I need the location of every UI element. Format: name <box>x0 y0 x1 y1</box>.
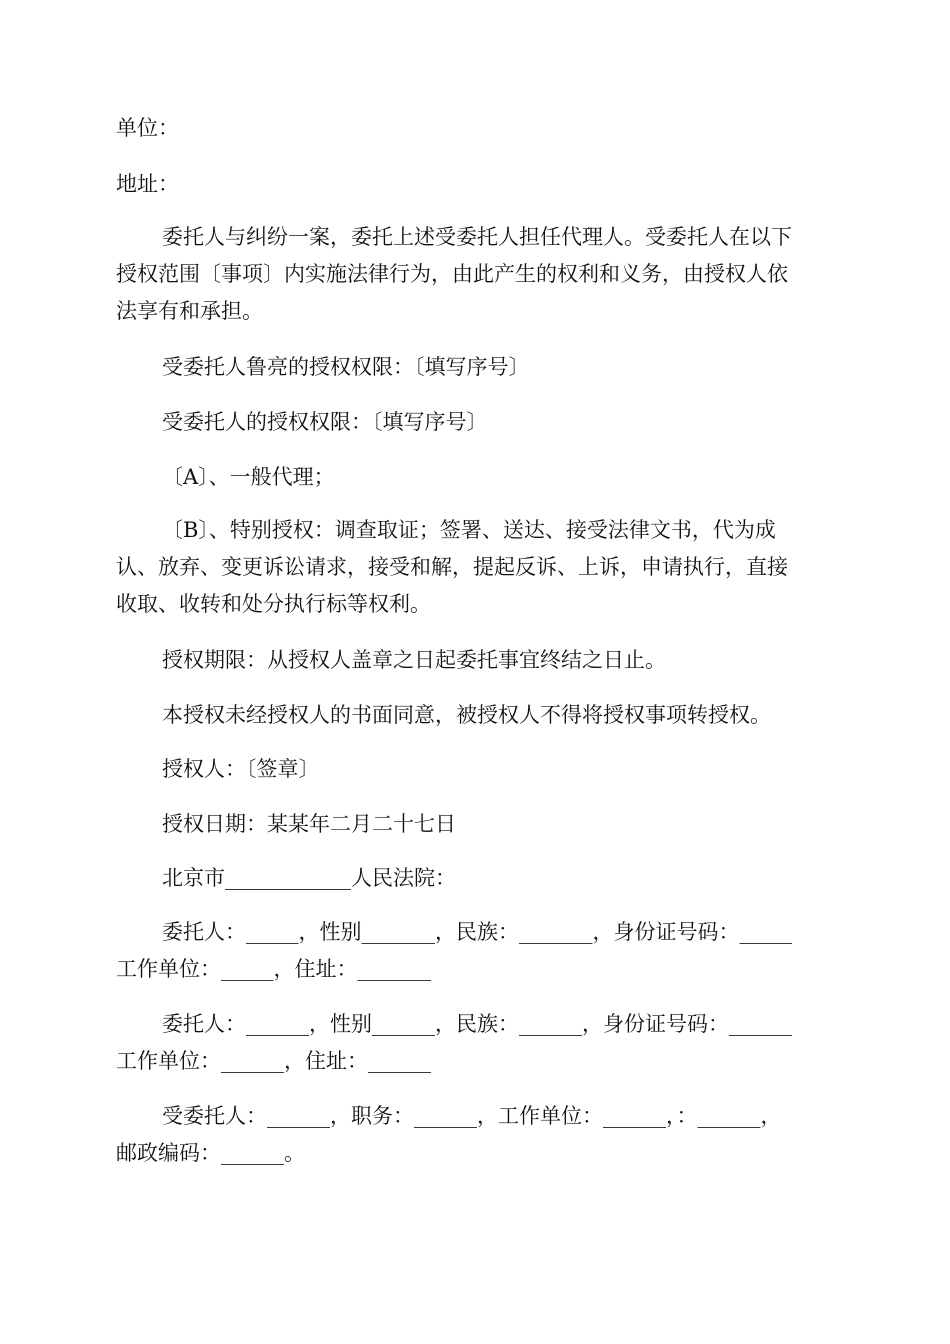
paragraph-line: 委托人与纠纷一案，委托上述受委托人担任代理人。受委托人在以下 <box>162 225 792 249</box>
option-b-line: 收取、收转和处分执行标等权利。 <box>116 592 431 616</box>
grantor-text: 授权人：〔签章〕 <box>162 757 320 781</box>
client-line: 工作单位：_____，住址：_______ <box>116 957 431 981</box>
term-text: 授权期限：从授权人盖章之日起委托事宜终结之日止。 <box>162 648 666 672</box>
scope-line-lu-liang <box>116 349 836 386</box>
paragraph-line: 法享有和承担。 <box>116 299 263 323</box>
address-text: 地址： <box>116 172 179 196</box>
unit-line <box>116 110 836 147</box>
restriction-line <box>116 697 836 734</box>
option-a <box>116 459 836 496</box>
authorization-term <box>116 642 836 679</box>
court-text: 北京市____________人民法院： <box>162 866 456 890</box>
option-a-text: 〔A〕、一般代理； <box>162 465 335 489</box>
option-b-line: 认、放弃、变更诉讼请求，接受和解，提起反诉、上诉，申请执行，直接 <box>116 555 788 579</box>
authorization-paragraph <box>116 219 836 330</box>
client-block-2 <box>116 1006 836 1080</box>
date-text: 授权日期：某某年二月二十七日 <box>162 812 456 836</box>
agent-line: 受委托人：______，职务：______，工作单位：______，：______， <box>162 1104 782 1128</box>
option-b <box>116 512 836 623</box>
scope-line-agent <box>116 404 836 441</box>
client-line: 委托人：_____，性别_______，民族：_______，身份证号码：_____ <box>162 920 792 944</box>
court-line <box>116 860 836 897</box>
paragraph-line: 授权范围〔事项〕内实施法律行为，由此产生的权利和义务，由授权人依 <box>116 262 788 286</box>
unit-text: 单位： <box>116 116 179 140</box>
grantor-line <box>116 751 836 788</box>
option-b-line: 〔B〕、特别授权：调查取证；签署、送达、接受法律文书，代为成 <box>162 518 776 542</box>
restriction-text: 本授权未经授权人的书面同意，被授权人不得将授权事项转授权。 <box>162 703 771 727</box>
client-block-1 <box>116 914 836 988</box>
date-line <box>116 806 836 843</box>
agent-block <box>116 1098 836 1172</box>
client-line: 委托人：______，性别______，民族：______，身份证号码：______ <box>162 1012 792 1036</box>
client-line: 工作单位：______，住址：______ <box>116 1049 431 1073</box>
scope-text: 受委托人鲁亮的授权权限：〔填写序号〕 <box>162 355 530 379</box>
address-line <box>116 166 836 203</box>
agent-line: 邮政编码：______。 <box>116 1141 305 1165</box>
scope-text: 受委托人的授权权限：〔填写序号〕 <box>162 410 488 434</box>
